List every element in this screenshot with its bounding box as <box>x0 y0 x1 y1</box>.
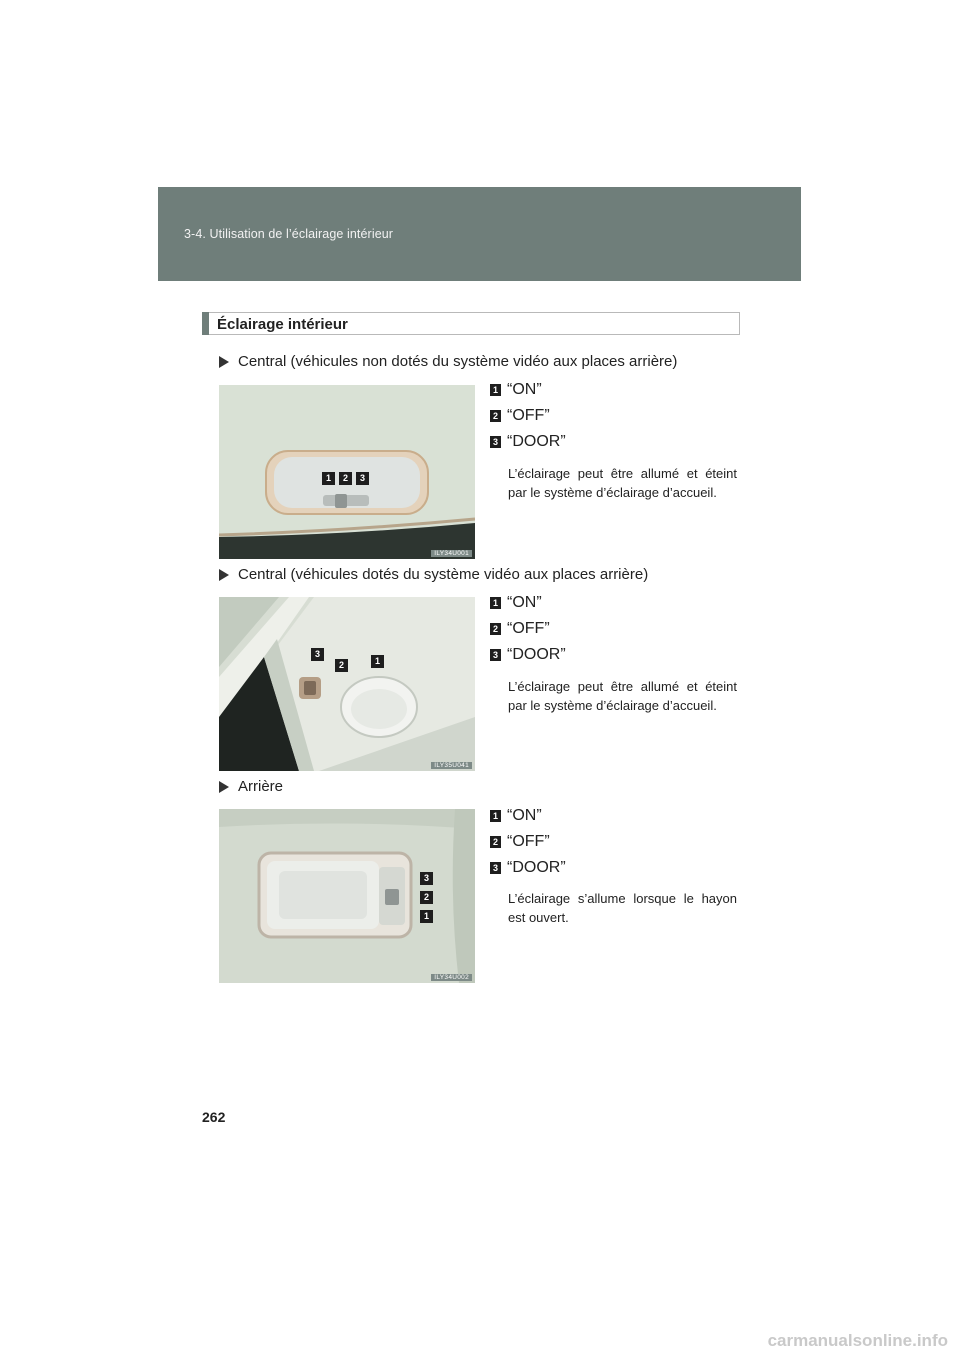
item-on <box>490 593 542 613</box>
item-label: “ON” <box>507 807 542 824</box>
item-label: “DOOR” <box>507 859 566 876</box>
item-label: “OFF” <box>507 833 550 850</box>
page-number: 262 <box>202 1109 226 1125</box>
item-label: “DOOR” <box>507 646 566 663</box>
photo-callout: 1 <box>322 472 335 485</box>
subheading-central-no-video: Central (véhicules non dotés du système vidéo aux places arrière) <box>219 353 677 370</box>
photo-callout: 1 <box>371 655 384 668</box>
triangle-bullet-icon <box>219 569 229 581</box>
item-off <box>490 406 550 426</box>
note-text: L’éclairage peut être allumé et éteint par le système d’éclairage d’accueil. <box>508 466 737 500</box>
triangle-bullet-icon <box>219 356 229 368</box>
section-heading-bar <box>202 312 740 335</box>
photo-callout: 3 <box>311 648 324 661</box>
subheading-central-video: Central (véhicules dotés du système vidéo aux places arrière) <box>219 566 648 583</box>
photo-code: ILY34U002 <box>431 974 472 981</box>
number-box: 1 <box>490 384 501 396</box>
section-title: Éclairage intérieur <box>217 316 348 333</box>
number-box: 2 <box>490 836 501 848</box>
number-box: 2 <box>490 410 501 422</box>
item-door <box>490 645 566 665</box>
photo-callout: 2 <box>335 659 348 672</box>
triangle-bullet-icon <box>219 781 229 793</box>
number-box: 3 <box>490 862 501 874</box>
photo-rear-light <box>219 809 475 983</box>
photo-code: ILY35U041 <box>431 762 472 769</box>
section-accent <box>202 312 209 335</box>
item-label: “ON” <box>507 594 542 611</box>
number-box: 3 <box>490 436 501 448</box>
photo-code: ILY34U001 <box>431 550 472 557</box>
item-door <box>490 432 566 452</box>
item-off <box>490 832 550 852</box>
photo-callout: 2 <box>339 472 352 485</box>
photo-callout: 2 <box>420 891 433 904</box>
number-box: 1 <box>490 597 501 609</box>
photo-callout: 1 <box>420 910 433 923</box>
subheading-rear: Arrière <box>219 778 283 795</box>
item-label: “OFF” <box>507 620 550 637</box>
note-text: L’éclairage s’allume lorsque le hayon est ouvert. <box>508 891 737 925</box>
photo-central-light-video <box>219 597 475 771</box>
item-label: “DOOR” <box>507 433 566 450</box>
watermark: carmanualsonline.info <box>767 1331 948 1350</box>
item-off <box>490 619 550 639</box>
photo-callout: 3 <box>420 872 433 885</box>
number-box: 3 <box>490 649 501 661</box>
chapter-title: 3-4. Utilisation de l’éclairage intérieur <box>184 227 394 241</box>
number-box: 2 <box>490 623 501 635</box>
item-on <box>490 806 542 826</box>
item-label: “OFF” <box>507 407 550 424</box>
photo-callout: 3 <box>356 472 369 485</box>
item-door <box>490 858 566 878</box>
photo-central-light-no-video <box>219 385 475 559</box>
number-box: 1 <box>490 810 501 822</box>
chapter-header-band <box>158 187 801 281</box>
note-text: L’éclairage peut être allumé et éteint par le système d’éclairage d’accueil. <box>508 679 737 713</box>
item-label: “ON” <box>507 381 542 398</box>
item-on <box>490 380 542 400</box>
